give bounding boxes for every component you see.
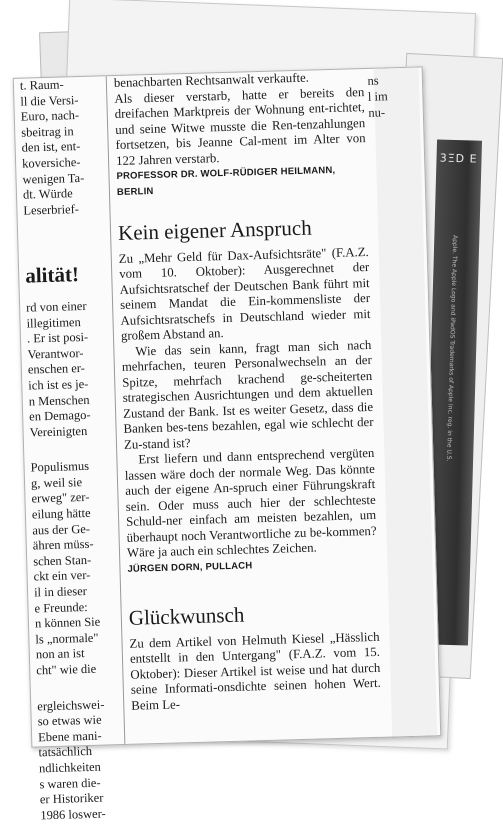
letter1-signature: JÜRGEN DORN, PULLACH [127,559,253,575]
text-line: non an ist [35,646,85,662]
text-line: s waren die- [39,775,101,791]
previous-letter-line: benachbarten Rechtsanwalt verkaufte. [113,70,310,91]
text-line: nu- [368,105,386,120]
text-line: il in dieser [33,584,88,600]
left-bottom-fragments [37,697,122,824]
left-top-fragments [20,76,106,219]
advert-fine-print: Apple. The Apple Logo and iPadOS Trademarks of Apple Inc. reg. in the U.S. [445,234,459,462]
letter1-title: Kein eigener Anspruch [117,215,312,245]
text-line: en Demago- [28,407,91,424]
previous-letter-text: Als dieser verstarb, hatte er bereits den dreifachen Marktpreis der Wohnung ent-richtet, und seine Witwe musste die Ren-tenzahlungen fortsetzen, bis Jeanne Cal-ment im Alter von 122 Jahren verstarb. [114,84,366,168]
text-line: schen Stan- [33,552,92,569]
text-line: sbeitrag in [21,123,74,140]
text-line: g, weil sie [30,474,83,491]
text-line: so etwas wie [37,712,102,729]
text-line: erweg" zer- [31,490,90,506]
text-line: wenigen Ta- [22,170,85,187]
text-line: dt. Würde [22,186,73,202]
text-line: l im [367,89,388,104]
text-line: rd von einer [25,298,87,315]
main-letters-column [114,69,383,744]
text-line: den ist, ent- [21,139,81,156]
left-middle-fragments [26,298,112,441]
text-line: cht" wie die [36,661,97,678]
text-line: . Er ist posi- [26,329,89,346]
text-line: ähren müss- [32,537,94,553]
left-lower-fragments [30,459,118,680]
text-line: aus der Ge- [32,521,91,538]
text-line: eilung hätte [31,505,91,522]
letter1-paragraph: Erst liefern und dann entsprechend vergüten lassen wäre doch der normale Weg. Das könnte auch der eigene An-spruch einer Führungskraft sein. Oder muss auch hier der schlechteste Schuld-ner einfach am meisten bezahlen, um überhaupt noch Verantwortliche zu be-kommen? Wäre ja auch ein schlechtes Zeichen. [124,445,377,560]
letter1-paragraph: Zu „Mehr Geld für Dax-Aufsichtsräte" (F.A.Z. vom 10. Oktober): Ausgerechnet der Aufsichtsratschef der Deutschen Bank führt mit seinem Mandat die Ein-kommensliste der Aufsichtsratschefs in Deutschland wieder mit großem Abstand an. [118,244,371,343]
text-line: Leserbrief- [23,201,80,218]
text-line: t. Raum- [19,77,64,93]
text-line: er Historiker [39,790,104,807]
text-line: ls „normale" [35,630,99,647]
text-line: ndlichkeiten [38,759,101,776]
text-line: enschen er- [27,361,86,377]
letter2-paragraph: Zu dem Artikel von Helmuth Kiesel „Hässlich entstellt in den Untergang" (F.A.Z. vom 15. Oktober): Dieser Artikel ist weise und hat durch seine Informati-onsdichte seinen hohen Wert. Beim Le- [129,629,381,713]
text-line: tatsächlich [38,744,93,760]
text-line: Ebene mani- [37,728,102,745]
newspaper-clipping [13,66,442,823]
text-line: koversiche- [21,154,81,171]
text-line: illegitimen [26,314,81,331]
left-column-fragments [19,76,121,823]
text-line: e Freunde: [34,599,88,616]
text-line: Verantwor- [27,345,84,362]
text-line: 1986 loswer- [40,806,106,823]
advert-label: 3ΞD E [439,151,478,166]
text-line: ns [367,73,379,88]
text-line: ll die Versi- [20,92,79,109]
top-right-fragments [367,71,429,128]
text-line: ich ist es je- [28,376,89,393]
text-line: n können Sie [34,614,101,631]
text-line: Vereinigten [29,423,88,440]
previous-letter-signature: PROFESSOR DR. WOLF-RÜDIGER HEILMANN, BERLIN [116,164,336,198]
text-line: Euro, nach- [20,108,80,124]
text-line: ergleichswei- [37,697,105,714]
text-line: ckt ein ver- [33,568,91,584]
text-line: n Menschen [28,392,90,409]
letter2-title: Glückwunsch [128,602,245,630]
letter1-paragraph: Wie das sein kann, fragt man sich nach mehrfachen, teuren Personalwechseln an der Spitze, mehrfach krachend ge-scheiterten strategischen Ausrichtungen und dem aktuellen Zustand der Bank. Ist es weiter Gesetz, dass die Banken bes-tens bezahlen, egal wie schlecht der Zu-stand ist? [121,337,374,452]
left-heading: alität! [24,262,80,288]
text-line: Populismus [30,459,90,475]
